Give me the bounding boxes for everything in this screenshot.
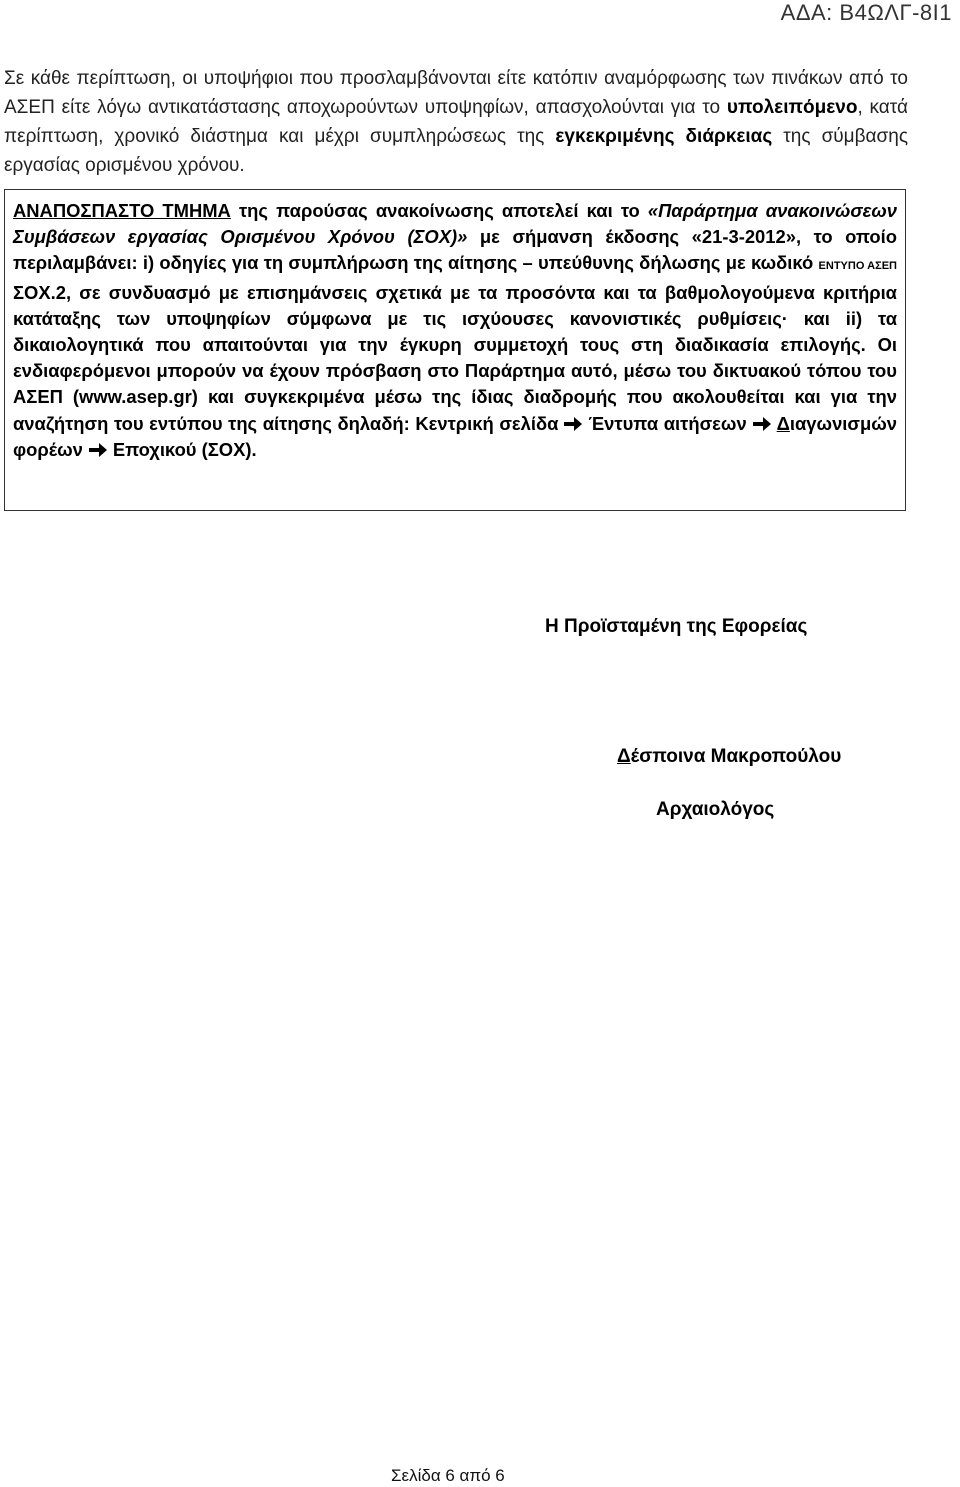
path-step-seasonal: Εποχικού (ΣΟΧ).	[112, 438, 257, 460]
signatory-name-initial: Δ	[617, 746, 631, 767]
page-number: Σελίδα 6 από 6	[391, 1466, 505, 1485]
intro-text-2: , κατά περίπτωση, χρονικό διάστημα και μέχρι συμπληρώσεως της	[4, 97, 909, 147]
signatory-title: Η Προϊσταμένη της Εφορείας	[545, 616, 808, 637]
arrow-right-icon	[564, 417, 582, 431]
form-code: ΣΟΧ.2	[13, 281, 66, 303]
intro-paragraph	[4, 64, 908, 180]
notice-text-3: , σε συνδυασμό με επισημάνσεις σχετικά με τα προσόντα και τα βαθμολογούμενα κριτήρια κατάταξης των υποψηφίων σύμφωνα με τις ισχύουσες κανονιστικές ρυθμίσεις· και ii) τα δικαιολογητικά που απαιτούνται για την έγκυρη συμμετοχή τους στη διαδικασία επιλογής. Οι ενδιαφερόμενοι μπορούν να έχουν πρόσβαση στο Παράρτημα αυτό, μέσω του δικτυακού τόπου του ΑΣΕΠ (www.asep.gr) και συγκεκριμένα μέσω της ίδιας διαδρομής που ακολουθείται και για την αναζήτηση του εντύπου της αίτησης δηλαδή:	[13, 281, 897, 434]
path-step-forms: Έντυπα αιτήσεων	[588, 412, 747, 434]
annex-title: «Παράρτημα ανακοινώσεων Συμβάσεων εργασίας Ορισμένου Χρόνου (ΣΟΧ)»	[13, 200, 897, 248]
intro-text-3: της σύμβασης εργασίας ορισμένου χρόνου.	[4, 126, 908, 176]
notice-text-2: με σήμανση έκδοσης «21-3-2012», το οποίο περιλαμβάνει: i) οδηγίες για τη συμπλήρωση της αίτησης – υπεύθυνης δήλωσης με κωδικό	[13, 226, 897, 274]
path-step-home: Κεντρική σελίδα	[415, 412, 559, 434]
intro-text-1: Σε κάθε περίπτωση, οι υποψήφιοι που προσλαμβάνονται είτε κατόπιν αναμόρφωσης των πινάκων από το ΑΣΕΠ είτε λόγω αντικατάστασης αποχωρούντων υποψηφίων, απασχολούνται για το	[4, 68, 908, 118]
path-step-competitions-rest: ιαγωνισμών φορέων	[13, 412, 898, 460]
arrow-right-icon	[753, 417, 771, 431]
arrow-right-icon	[89, 443, 107, 457]
signatory-name-rest: έσποινα Μακροπούλου	[630, 746, 842, 767]
signatory-role: Αρχαιολόγος	[656, 799, 775, 820]
form-code-prefix: ΕΝΤΥΠΟ ΑΣΕΠ	[818, 260, 898, 273]
document-code: ΑΔΑ: Β4ΩΛΓ-8Ι1	[780, 0, 952, 25]
intro-bold-duration: εγκεκριμένης διάρκειας	[555, 126, 773, 147]
signatory-name	[617, 746, 841, 768]
path-step-competitions-initial: Δ	[776, 412, 790, 434]
notice-text-1: της παρούσας ανακοίνωσης αποτελεί και το	[230, 200, 648, 221]
notice-box	[4, 189, 906, 511]
notice-heading: ΑΝΑΠΟΣΠΑΣΤΟ ΤΜΗΜΑ	[13, 200, 231, 221]
intro-bold-remaining: υπολειπόμενο	[726, 97, 858, 118]
